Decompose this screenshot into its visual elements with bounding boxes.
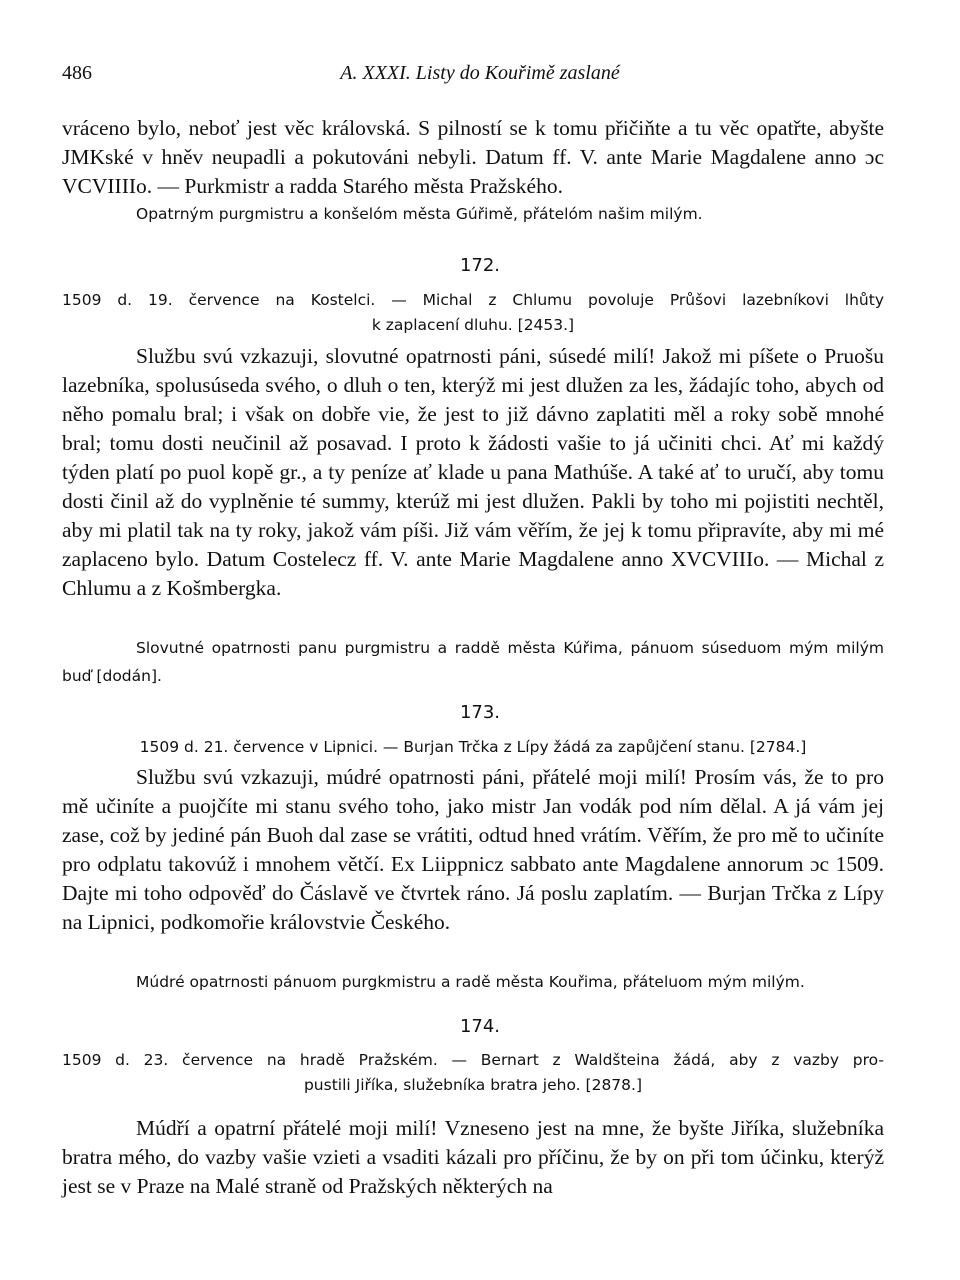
letter-text: Službu svú vzkazuji, slovutné opatrnosti páni, súsedé milí! Jakož mi píšete o Pruošu lazebníka, spolusúseda svého, o dluh o ten, kterýž mi jest dlužen za les, žádajíc toho, abych od něho pomalu bral; i však on dobře vie, že jest to již dávno zaplatiti měl a roky sobě mnohé bral; tomu dosti neučinil až posavad. I proto k žádosti vašie to já učiniti chci. Ať mi každý týden platí po puol kopě gr., a ty peníze ať klade u pana Mathúše. A také ať to uručí, aby tomu dosti činil až do vyplněnie té summy, kterúž mi jest dlužen. Pakli by toho mi pojistiti nechtěl, aby mi platil tak na ty roky, jakož vám píši. Již vám věřím, že jej k tomu připravíte, aby mi mé zaplaceno bylo. Datum Costelecz ff. V. ante Marie Magdalene anno XVCVIIIo. — Michal z Chlumu a z Košmbergka.	[62, 344, 884, 600]
document-regest	[62, 735, 884, 760]
regest-line: 1509 d. 19. července na Kostelci. — Michal z Chlumu povoluje Průšovi lazebníkovi lhůty	[62, 291, 884, 309]
running-title: A. XXXI. Listy do Kouřimě zaslané	[340, 62, 620, 84]
letter-address: Múdré opatrnosti pánuom purgkmistru a radě města Kouřima, přáteluom mým milým.	[136, 973, 805, 991]
document-number: 172.	[459, 255, 501, 276]
page-header	[62, 62, 898, 92]
letter-text: Službu svú vzkazuji, múdré opatrnosti páni, přátelé moji milí! Prosím vás, že to pro mě učiníte a puojčíte mi stanu svého toho, jako mistr Jan vodák pod ním dělal. A já vám jej zase, což by jediné pán Buoh dal zase se vrátiti, odtud hned vrátím. Věřím, že pro mě to učiníte pro odplatu takovúž i mnohem větčí. Ex Liippnicz sabbato ante Magdalene annorum ɔc 1509. Dajte mi toho odpověď do Čáslavě ve čtvrtek ráno. Já poslu zaplatím. — Burjan Trčka z Lípy na Lipnici, podkomořie královstvie Českého.	[62, 765, 884, 934]
letter-address: Opatrným purgmistru a konšelóm města Gúřimě, přátelóm našim milým.	[136, 205, 703, 223]
regest-line: pustili Jiříka, služebníka bratra jeho. [2878.]	[303, 1076, 643, 1094]
page-number: 486	[62, 62, 92, 84]
regest-line: 1509 d. 21. července v Lipnici. — Burjan Trčka z Lípy žádá za zapůjčení stanu. [2784.]	[139, 738, 807, 756]
regest-line: 1509 d. 23. července na hradě Pražském. — Bernart z Waldšteina žádá, aby z vazby pro-	[62, 1051, 884, 1069]
document-number: 173.	[459, 702, 501, 723]
letter-text-continued: vráceno bylo, neboť jest věc královská. S pilností se k tomu přičiňte a tu věc opatřte, abyšte JMKské v hněv neupadli a pokutováni nebyli. Datum ff. V. ante Marie Magdalene anno ɔc VCVIIIIo. — Purkmistr a radda Starého města Pražského.	[62, 116, 884, 198]
document-number: 174.	[459, 1016, 501, 1037]
regest-line: k zaplacení dluhu. [2453.]	[371, 316, 575, 334]
letter-address: Slovutné opatrnosti panu purgmistru a raddě města Kúřima, pánuom súseduom mým milým buď [dodán].	[62, 639, 884, 685]
document-regest	[62, 288, 884, 338]
document-regest	[62, 1048, 884, 1098]
letter-text: Múdří a opatrní přátelé moji milí! Vzneseno jest na mne, že byšte Jiříka, služebníka bratra mého, do vazby vašie vzieti a vsaditi kázali pro příčinu, že by on při tom účinku, kterýž jest se v Praze na Malé straně od Pražských některých na	[62, 1116, 884, 1198]
